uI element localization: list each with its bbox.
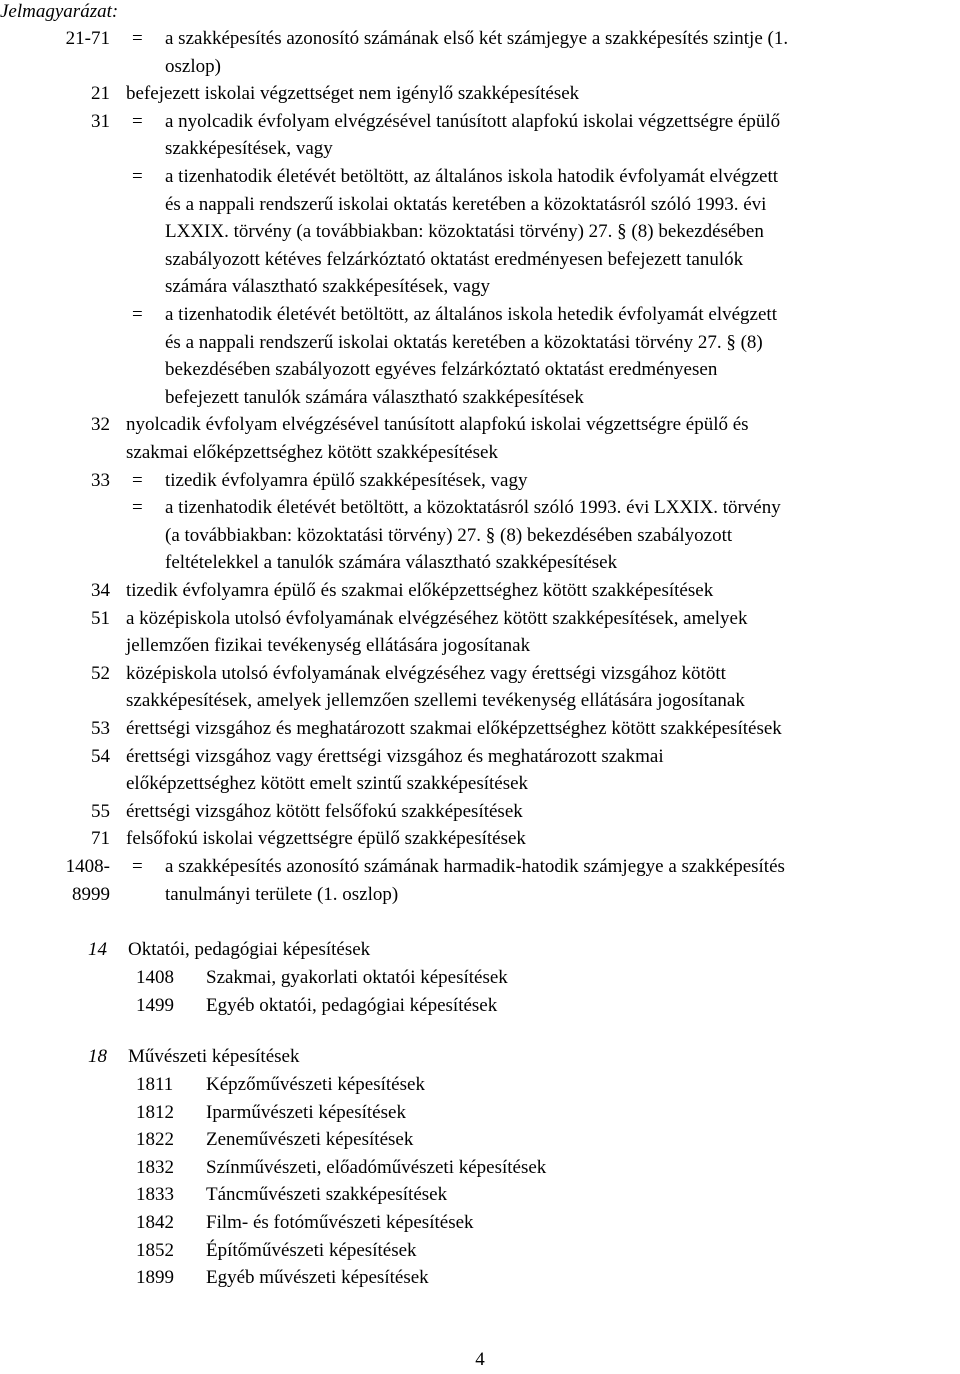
group-item-code: 1899 <box>136 1267 174 1289</box>
entry-text-line: a szakképesítés azonosító számának első két számjegye a szakképesítés szintje (1. <box>165 28 789 49</box>
entry-text-line: a középiskola utolsó évfolyamának elvégzéséhez kötött szakképesítések, amelyek <box>126 607 748 629</box>
entry-text-line: szabályozott kétéves felzárkóztató oktatást eredményesen befejezett tanulók <box>165 248 744 270</box>
group-item-label: Színművészeti, előadóművészeti képesítések <box>206 1156 547 1178</box>
entry-code: 21 <box>91 83 110 105</box>
group-title: Művészeti képesítések <box>128 1046 300 1067</box>
group-item-label: Iparművészeti képesítések <box>206 1101 406 1123</box>
group-item-code: 1499 <box>136 995 174 1016</box>
group-item-code: 1852 <box>136 1239 174 1261</box>
group-item-label: Szakmai, gyakorlati oktatói képesítések <box>206 967 508 988</box>
entry-code: 51 <box>91 607 110 629</box>
entry-equals: = <box>132 469 143 491</box>
entry-text-line: a nyolcadik évfolyam elvégzésével tanúsított alapfokú iskolai végzettségre épülő <box>165 110 781 132</box>
entry-equals: = <box>132 304 143 325</box>
entry-equals: = <box>132 28 143 49</box>
entry-equals: = <box>132 166 143 187</box>
entry-equals: = <box>132 110 143 132</box>
group-item-label: Táncművészeti szakképesítések <box>206 1184 448 1206</box>
entry-code: 33 <box>91 469 110 491</box>
entry-code: 53 <box>91 718 110 739</box>
entry-code-continued: 8999 <box>72 883 110 905</box>
entry-text-line: és a nappali rendszerű iskolai oktatás keretében a közoktatásról szóló 1993. évi <box>165 193 767 215</box>
group-code: 14 <box>88 939 107 960</box>
legend-title: Jelmagyarázat: <box>0 1 119 22</box>
group-item-label: Egyéb művészeti képesítések <box>206 1267 429 1289</box>
entry-text-line: tanulmányi területe (1. oszlop) <box>165 883 399 905</box>
group-item-code: 1812 <box>136 1101 174 1123</box>
entry-text-line: tizedik évfolyamra épülő szakképesítések, vagy <box>165 469 528 491</box>
group-item-code: 1408 <box>136 967 174 988</box>
entry-text-line: jellemzően fizikai tevékenység ellátására jogosítanak <box>126 635 531 657</box>
entry-text-line: LXXIX. törvény (a továbbiakban: közoktatási törvény) 27. § (8) bekezdésében <box>165 221 764 243</box>
entry-text-line: szakképesítések, amelyek jellemzően szellemi tevékenység ellátására jogosítanak <box>126 690 745 712</box>
entry-text-line: a tizenhatodik életévét betöltött, az általános iskola hatodik évfolyamát elvégzett <box>165 166 779 187</box>
entry-code: 31 <box>91 110 110 132</box>
entry-code: 52 <box>91 662 110 684</box>
group-item-label: Egyéb oktatói, pedagógiai képesítések <box>206 995 498 1016</box>
entry-text-line: érettségi vizsgához vagy érettségi vizsgához és meghatározott szakmai <box>126 745 664 767</box>
group-item-code: 1833 <box>136 1184 174 1206</box>
entry-equals: = <box>132 497 143 519</box>
group-item-code: 1811 <box>136 1074 174 1095</box>
entry-code: 32 <box>91 414 110 436</box>
entry-text-line: előképzettséghez kötött emelt szintű szakképesítések <box>126 773 529 795</box>
entry-code: 54 <box>91 745 110 767</box>
entry-text-line: érettségi vizsgához kötött felsőfokú szakképesítések <box>126 800 523 822</box>
entry-text-line: nyolcadik évfolyam elvégzésével tanúsított alapfokú iskolai végzettségre épülő és <box>126 414 749 436</box>
entry-code: 21-71 <box>65 28 110 49</box>
group-item-code: 1822 <box>136 1129 174 1151</box>
entry-code: 1408- <box>65 856 110 877</box>
group-item-label: Építőművészeti képesítések <box>206 1239 417 1261</box>
entry-text-line: befejezett tanulók számára választható szakképesítések <box>165 386 584 408</box>
entry-text-line: középiskola utolsó évfolyamának elvégzéséhez vagy érettségi vizsgához kötött <box>126 662 726 684</box>
entry-text-line: felsőfokú iskolai végzettségre épülő szakképesítések <box>126 828 526 850</box>
entry-equals: = <box>132 856 143 877</box>
entry-text-line: a szakképesítés azonosító számának harmadik-hatodik számjegye a szakképesítés <box>165 856 785 877</box>
entry-code: 34 <box>91 580 110 601</box>
group-item-code: 1832 <box>136 1156 174 1178</box>
group-item-code: 1842 <box>136 1212 174 1233</box>
entry-text-line: szakképesítések, vagy <box>165 138 333 160</box>
entry-text-line: a tizenhatodik életévét betöltött, az általános iskola hetedik évfolyamát elvégzett <box>165 304 777 325</box>
entry-text-line: bekezdésében szabályozott egyéves felzárkóztató oktatást eredményesen <box>165 359 718 381</box>
entry-code: 71 <box>91 828 110 850</box>
entry-text-line: tizedik évfolyamra épülő és szakmai előképzettséghez kötött szakképesítések <box>126 580 714 601</box>
entry-text-line: érettségi vizsgához és meghatározott szakmai előképzettséghez kötött szakképesítések <box>126 718 782 739</box>
entry-text-line: számára választható szakképesítések, vagy <box>165 276 490 298</box>
entry-text-line: oszlop) <box>165 55 221 77</box>
entry-text-line: és a nappali rendszerű iskolai oktatás keretében a közoktatási törvény 27. § (8) <box>165 331 763 353</box>
entry-code: 55 <box>91 800 110 822</box>
entry-text-line: a tizenhatodik életévét betöltött, a közoktatásról szóló 1993. évi LXXIX. törvény <box>165 497 781 519</box>
page-number: 4 <box>475 1349 485 1370</box>
entry-text-line: befejezett iskolai végzettséget nem igénylő szakképesítések <box>126 83 580 105</box>
entry-text-line: (a továbbiakban: közoktatási törvény) 27. § (8) bekezdésében szabályozott <box>165 524 733 546</box>
group-item-label: Zeneművészeti képesítések <box>206 1129 414 1151</box>
group-title: Oktatói, pedagógiai képesítések <box>128 939 371 960</box>
group-code: 18 <box>88 1046 107 1067</box>
group-item-label: Film- és fotóművészeti képesítések <box>206 1212 474 1233</box>
group-item-label: Képzőművészeti képesítések <box>206 1074 425 1095</box>
entry-text-line: feltételekkel a tanulók számára választható szakképesítések <box>165 552 618 574</box>
entry-text-line: szakmai előképzettséghez kötött szakképesítések <box>126 442 498 463</box>
